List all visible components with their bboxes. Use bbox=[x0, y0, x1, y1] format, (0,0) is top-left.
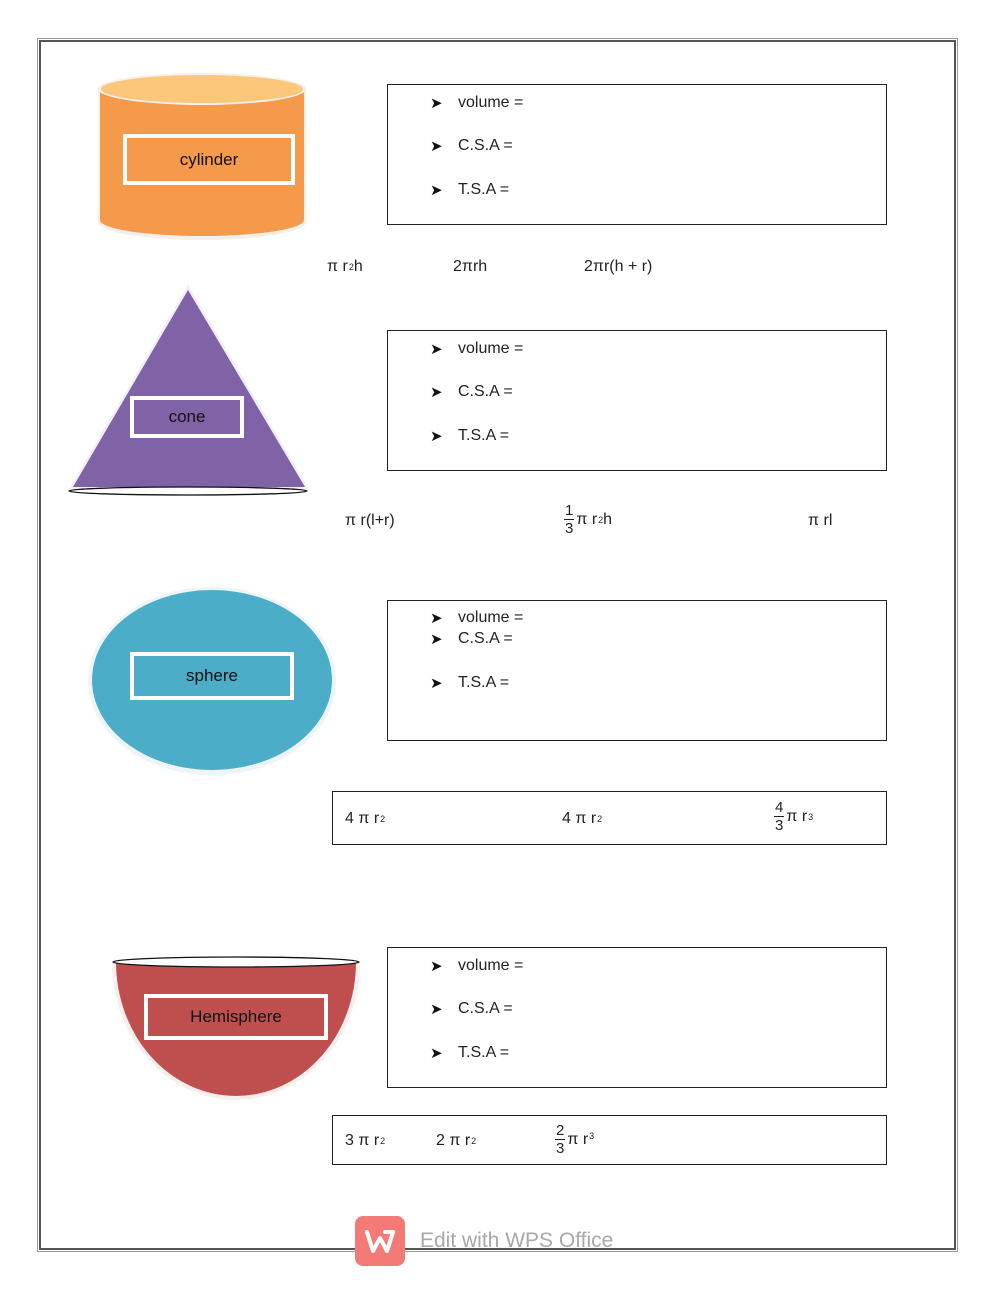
arrow-bullet-icon: ➤ bbox=[430, 631, 443, 648]
arrow-bullet-icon: ➤ bbox=[430, 1001, 443, 1018]
sphere-answer-bank bbox=[332, 791, 887, 845]
arrow-bullet-icon: ➤ bbox=[430, 958, 443, 975]
tsa-label: T.S.A = bbox=[458, 427, 510, 444]
cone-shape[interactable] bbox=[66, 282, 312, 497]
wps-logo-icon[interactable] bbox=[355, 1216, 405, 1266]
sphere-shape[interactable] bbox=[86, 584, 338, 780]
fraction: $\frac{2}{3}$ bbox=[556, 1122, 565, 1157]
cone-icon bbox=[66, 282, 312, 497]
arrow-bullet-icon: ➤ bbox=[430, 384, 443, 401]
volume-label: volume = bbox=[458, 340, 524, 357]
arrow-bullet-icon: ➤ bbox=[430, 95, 443, 112]
answer-chip[interactable]: $\frac{1}{3}$ π r 2 h bbox=[565, 502, 613, 537]
arrow-bullet-icon: ➤ bbox=[430, 182, 443, 199]
tsa-label: T.S.A = bbox=[458, 181, 510, 198]
cone-question-box bbox=[387, 330, 887, 471]
answer-chip[interactable]: 4 π r 2 bbox=[562, 810, 603, 827]
arrow-bullet-icon: ➤ bbox=[430, 675, 443, 692]
cone-body bbox=[73, 290, 305, 487]
sphere-label[interactable]: sphere bbox=[130, 652, 294, 700]
answer-chip[interactable]: π r(l+r) bbox=[345, 512, 395, 529]
answer-chip[interactable]: 2 π r 2 bbox=[436, 1132, 477, 1149]
csa-label: C.S.A = bbox=[458, 630, 513, 647]
arrow-bullet-icon: ➤ bbox=[430, 1045, 443, 1062]
cylinder-label[interactable]: cylinder bbox=[123, 134, 295, 185]
csa-label: C.S.A = bbox=[458, 1000, 513, 1017]
cone-label[interactable]: cone bbox=[130, 396, 244, 438]
arrow-bullet-icon: ➤ bbox=[430, 138, 443, 155]
arrow-bullet-icon: ➤ bbox=[430, 428, 443, 445]
answer-chip[interactable]: 3 π r 2 bbox=[345, 1132, 386, 1149]
hemisphere-label[interactable]: Hemisphere bbox=[144, 994, 328, 1040]
fraction: $\frac{1}{3}$ bbox=[565, 502, 574, 537]
volume-label: volume = bbox=[458, 94, 524, 111]
answer-chip[interactable]: $\frac{2}{3}$ π r $^3$ bbox=[556, 1122, 595, 1157]
arrow-bullet-icon: ➤ bbox=[430, 341, 443, 358]
volume-label: volume = bbox=[458, 609, 524, 626]
cylinder-shape[interactable] bbox=[95, 70, 310, 245]
cylinder-question-box bbox=[387, 84, 887, 225]
tsa-label: T.S.A = bbox=[458, 674, 510, 691]
csa-label: C.S.A = bbox=[458, 137, 513, 154]
tsa-label: T.S.A = bbox=[458, 1044, 510, 1061]
volume-label: volume = bbox=[458, 957, 524, 974]
cylinder-top bbox=[101, 75, 303, 103]
hemisphere-shape[interactable] bbox=[108, 952, 364, 1104]
wps-edit-link[interactable]: Edit with WPS Office bbox=[420, 1229, 614, 1252]
answer-chip[interactable]: 4 π r 2 bbox=[345, 810, 386, 827]
answer-chip[interactable]: π rl bbox=[808, 512, 833, 529]
arrow-bullet-icon: ➤ bbox=[430, 610, 443, 627]
answer-chip[interactable]: π r 2 h bbox=[327, 258, 363, 275]
csa-label: C.S.A = bbox=[458, 383, 513, 400]
fraction: $\frac{4}{3}$ bbox=[775, 799, 784, 834]
answer-chip[interactable]: 2πrh bbox=[453, 258, 488, 275]
answer-chip[interactable]: 2πr(h + r) bbox=[584, 258, 653, 275]
hemisphere-answer-bank bbox=[332, 1115, 887, 1165]
answer-chip[interactable]: $\frac{4}{3}$ π r 3 bbox=[775, 799, 814, 834]
hemisphere-question-box bbox=[387, 947, 887, 1088]
sphere-question-box bbox=[387, 600, 887, 741]
